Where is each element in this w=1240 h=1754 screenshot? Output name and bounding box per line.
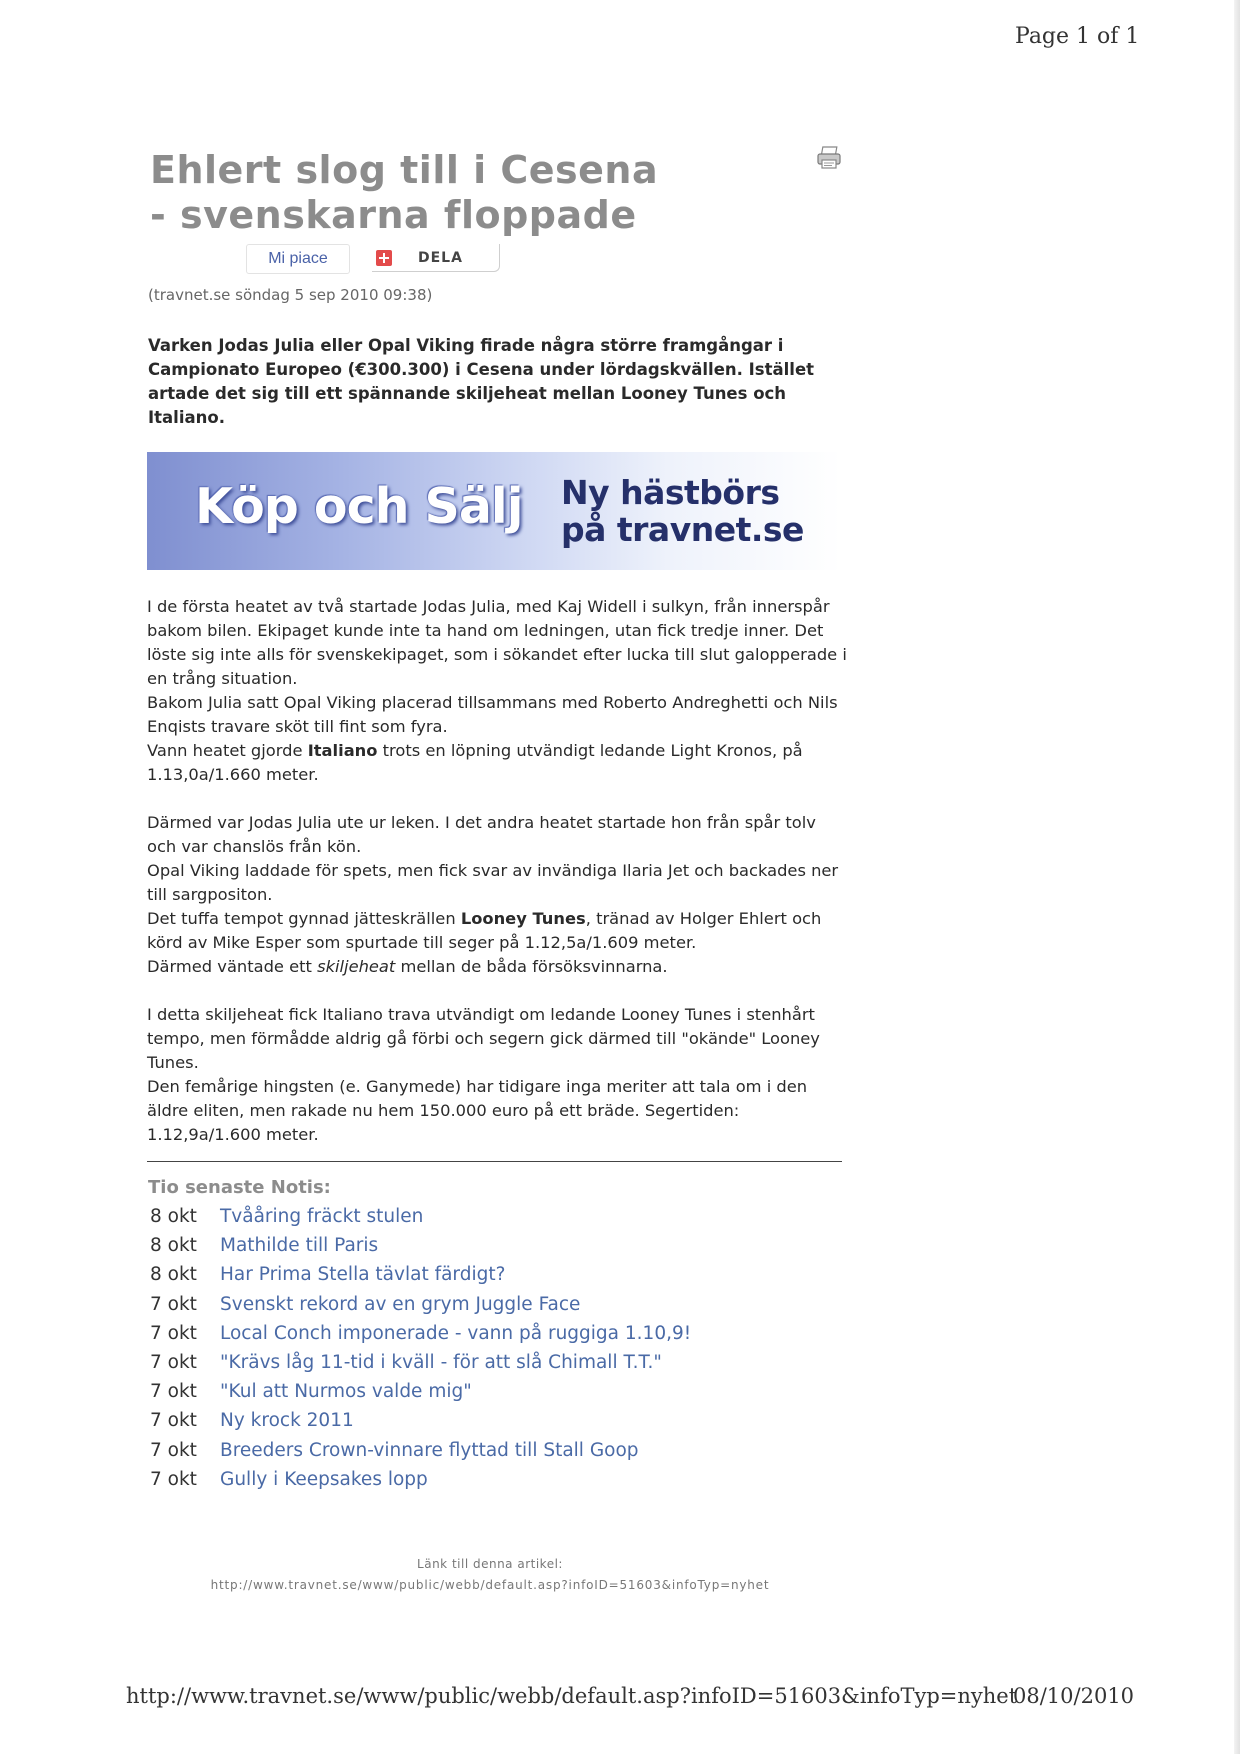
notis-date: 7 okt [150, 1410, 197, 1432]
notis-date: 7 okt [150, 1293, 197, 1315]
like-button[interactable] [246, 244, 350, 274]
text-run: Vann heatet gjorde [147, 741, 308, 760]
body-paragraph: I de första heatet av två startade Jodas Julia, med Kaj Widell i sulkyn, från innerspår bakom bilen. Ekipaget kunde inte ta hand om ledningen, utan fick tredje inner. Det löste sig inte alls för svenskekipaget, som i sökandet efter lucka till slut galopperade i en trång situation. [147, 597, 847, 688]
notis-item [150, 1319, 850, 1348]
notis-link[interactable]: Ny krock 2011 [220, 1410, 354, 1432]
divider [147, 1161, 842, 1162]
body-paragraph: Därmed var Jodas Julia ute ur leken. I det andra heatet startade hon från spår tolv och var chanslös från kön. [147, 813, 816, 856]
title-line-1: Ehlert slog till i Cesena [150, 148, 659, 192]
body-paragraph: I detta skiljeheat fick Italiano trava utvändigt om ledande Looney Tunes i stenhårt tempo, men förmådde aldrig gå förbi och segern gick därmed till "okände" Looney Tunes. [147, 1005, 820, 1072]
page-number: Page 1 of 1 [1015, 24, 1140, 49]
notis-item [150, 1348, 850, 1377]
notis-link[interactable]: "Kul att Nurmos valde mig" [220, 1381, 472, 1403]
notis-link[interactable]: Tvååring fräckt stulen [220, 1206, 424, 1228]
banner-right-line-2: på travnet.se [561, 510, 804, 549]
print-icon[interactable] [816, 146, 844, 170]
notis-item [150, 1231, 850, 1260]
notis-item [150, 1202, 850, 1231]
share-button[interactable] [372, 244, 500, 272]
footer-url: http://www.travnet.se/www/public/webb/default.asp?infoID=51603&infoTyp=nyhet [126, 1684, 1018, 1708]
notis-item [150, 1290, 850, 1319]
notis-link[interactable]: Har Prima Stella tävlat färdigt? [220, 1264, 506, 1286]
notis-item [150, 1436, 850, 1465]
article-link-label: Länk till denna artikel: [417, 1557, 563, 1571]
share-button-label: DELA [418, 249, 463, 266]
banner-left-text: Köp och Sälj [195, 478, 523, 535]
notis-item [150, 1377, 850, 1406]
article-title [150, 148, 790, 238]
plus-icon [376, 250, 392, 266]
body-paragraph [147, 739, 847, 787]
lead-paragraph: Varken Jodas Julia eller Opal Viking firade några större framgångar i Campionato Europeo (€300.300) i Cesena under lördagskvällen. Istället artade det sig till ett spännande skiljeheat mellan Looney Tunes och Italiano. [148, 336, 815, 427]
text-run: trots en löpning utvändigt ledande Light Kronos, på 1.13,0a/1.660 meter. [147, 741, 803, 784]
horse-name-bold: Italiano [307, 741, 378, 760]
notis-date: 7 okt [150, 1352, 197, 1374]
title-line-2: - svenskarna floppade [150, 193, 637, 237]
notis-link[interactable]: Mathilde till Paris [220, 1235, 379, 1257]
italic-term: skiljeheat [317, 957, 396, 976]
notis-link[interactable]: Gully i Keepsakes lopp [220, 1468, 428, 1490]
body-paragraph: Opal Viking laddade för spets, men fick svar av invändiga Ilaria Jet och backades ner till sargpositon. [147, 861, 839, 904]
notis-item [150, 1406, 850, 1435]
footer-date: 08/10/2010 [1013, 1684, 1135, 1708]
notis-item [150, 1465, 850, 1494]
like-button-label: Mi piace [268, 250, 328, 267]
notis-date: 8 okt [150, 1206, 197, 1228]
byline: (travnet.se söndag 5 sep 2010 09:38) [148, 286, 433, 304]
notis-date: 7 okt [150, 1439, 197, 1461]
article-body [147, 595, 847, 1147]
notis-date: 7 okt [150, 1322, 197, 1344]
notis-heading: Tio senaste Notis: [148, 1177, 331, 1198]
notis-date: 8 okt [150, 1264, 197, 1286]
notis-date: 7 okt [150, 1468, 197, 1490]
notis-item [150, 1260, 850, 1289]
notis-date: 7 okt [150, 1381, 197, 1403]
page-edge [1234, 0, 1240, 1754]
body-paragraph: Bakom Julia satt Opal Viking placerad tillsammans med Roberto Andreghetti och Nils Enqists travare sköt till fint som fyra. [147, 693, 838, 736]
notis-link[interactable]: Local Conch imponerade - vann på ruggiga 1.10,9! [220, 1322, 692, 1344]
body-paragraph [147, 955, 847, 979]
notis-list [150, 1202, 850, 1494]
body-paragraph: Den femårige hingsten (e. Ganymede) har tidigare inga meriter att tala om i den äldre eliten, men rakade nu hem 150.000 euro på ett bräde. Segertiden: 1.12,9a/1.600 meter. [147, 1077, 808, 1144]
notis-link[interactable]: Svenskt rekord av en grym Juggle Face [220, 1293, 581, 1315]
text-run: Därmed väntade ett [147, 957, 318, 976]
horse-name-bold: Looney Tunes [460, 909, 586, 928]
text-run: , tränad av Holger Ehlert och körd av Mike Esper som spurtade till seger på 1.12,5a/1.609 meter. [147, 909, 822, 952]
text-run: mellan de båda försöksvinnarna. [395, 957, 668, 976]
banner-right-text [561, 474, 831, 548]
notis-link[interactable]: "Krävs låg 11-tid i kväll - för att slå Chimall T.T." [220, 1352, 662, 1374]
notis-date: 8 okt [150, 1235, 197, 1257]
article-link-url[interactable]: http://www.travnet.se/www/public/webb/default.asp?infoID=51603&infoTyp=nyhet [210, 1578, 770, 1592]
banner-right-line-1: Ny hästbörs [561, 473, 780, 512]
ad-banner[interactable] [147, 452, 841, 570]
text-run: Det tuffa tempot gynnad jätteskrällen [147, 909, 461, 928]
notis-link[interactable]: Breeders Crown-vinnare flyttad till Stall Goop [220, 1439, 639, 1461]
body-paragraph [147, 907, 847, 955]
